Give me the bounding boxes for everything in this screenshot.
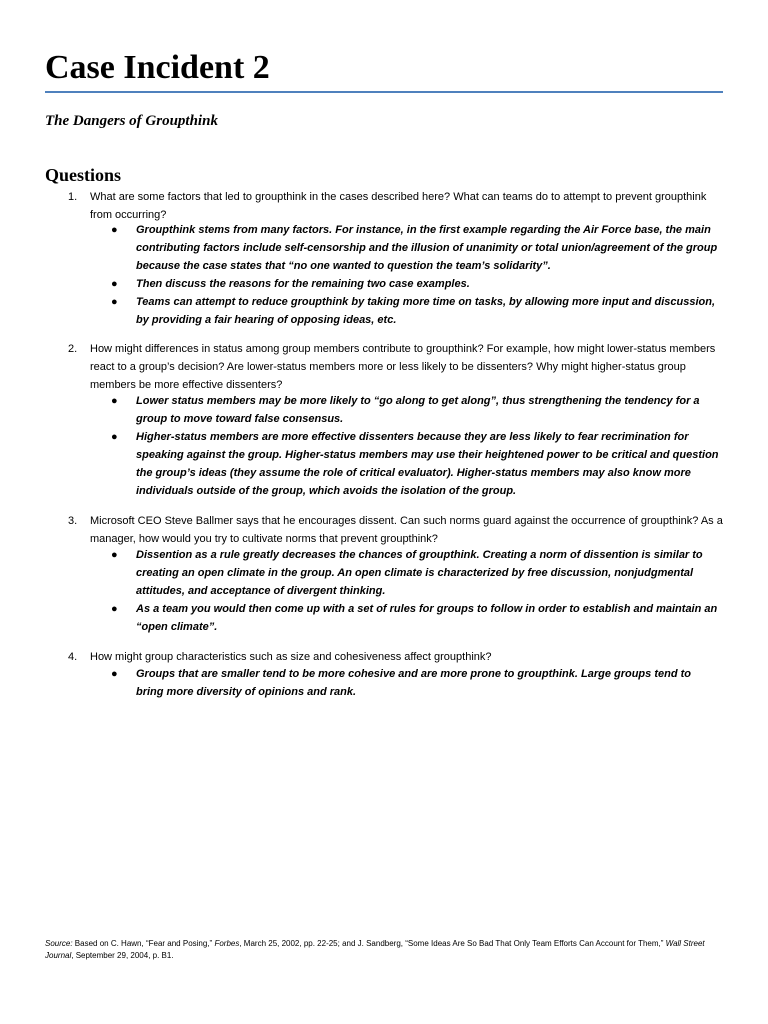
answer-text: Groups that are smaller tend to be more cohesive and are more prone to groupthink. Large groups tend to bring more diversity of opinions and rank.: [136, 668, 691, 698]
answer-text: Higher-status members are more effective dissenters because they are less likely to fear recrimination for speaking against the group. Higher-status members may use their heightened power to be critical and question the group’s ideas (they assume the role of critical evaluator). Higher-status members may also know more individuals outside of the group, which avoids the isolation of the group.: [136, 431, 719, 497]
answer-item: [90, 392, 720, 428]
questions-heading: Questions: [45, 165, 122, 185]
question-number: 1.: [68, 191, 78, 203]
answer-item: [90, 428, 720, 500]
question-number: 2.: [68, 343, 78, 355]
source-text-3: , September 29, 2004, p. B1.: [71, 951, 174, 960]
answer-text: As a team you would then come up with a set of rules for groups to follow in order to establish and maintain an “open climate”.: [136, 603, 718, 633]
answer-item: [90, 293, 720, 329]
title-divider: [45, 91, 723, 93]
answer-item: [90, 546, 720, 600]
answer-item: [90, 665, 720, 701]
answer-list: [90, 665, 720, 701]
answer-list: [90, 546, 720, 636]
page-title: Case Incident 2: [45, 49, 270, 86]
source-publication-wsj: Wall Street Journal: [45, 939, 705, 960]
answer-text: Teams can attempt to reduce groupthink by taking more time on tasks, by allowing more input and discussion, by providing a fair hearing of opposing ideas, etc.: [136, 296, 716, 326]
question-number: 3.: [68, 515, 78, 527]
bullet-icon: ●: [111, 549, 118, 561]
answer-item: [90, 275, 720, 293]
source-citation: [45, 938, 725, 962]
question-text: How might group characteristics such as size and cohesiveness affect groupthink?: [90, 651, 492, 663]
answer-text: Groupthink stems from many factors. For instance, in the first example regarding the Air Force base, the main contributing factors include self-censorship and the illusion of unanimity or total union/agreement of the group because the case states that “no one wanted to question the team’s solidarity”.: [136, 224, 718, 272]
bullet-icon: ●: [111, 395, 118, 407]
bullet-icon: ●: [111, 296, 118, 308]
bullet-icon: ●: [111, 224, 118, 236]
answer-list: [90, 392, 720, 500]
question-text: How might differences in status among group members contribute to groupthink? For example, how might lower-status members react to a group’s decision? Are lower-status members more or less likely to be dissenters? Why might higher-status group members be more effective dissenters?: [90, 343, 716, 391]
bullet-icon: ●: [111, 668, 118, 680]
source-publication-forbes: Forbes: [214, 939, 240, 948]
answer-text: Dissention as a rule greatly decreases the chances of groupthink. Creating a norm of dissention is similar to creating an open climate in the group. An open climate is characterized by free discussion, nonjudgmental attitudes, and acceptance of divergent thinking.: [136, 549, 703, 597]
answer-item: [90, 221, 720, 275]
question-text: Microsoft CEO Steve Ballmer says that he encourages dissent. Can such norms guard against the occurrence of groupthink? As a manager, how would you try to cultivate norms that prevent groupthink?: [90, 515, 723, 545]
question-number: 4.: [68, 651, 78, 663]
bullet-icon: ●: [111, 278, 118, 290]
answer-list: [90, 221, 720, 329]
answer-text: Then discuss the reasons for the remaining two case examples.: [136, 278, 470, 290]
source-text-1: Based on C. Hawn, “Fear and Posing,”: [72, 939, 215, 948]
answer-item: [90, 600, 720, 636]
source-label: Source:: [45, 939, 73, 948]
case-subtitle: The Dangers of Groupthink: [45, 113, 218, 129]
answer-text: Lower status members may be more likely to “go along to get along”, thus strengthening the tendency for a group to move toward false consensus.: [136, 395, 700, 425]
source-text-2: , March 25, 2002, pp. 22-25; and J. Sandberg, “Some Ideas Are So Bad That Only Team Efforts Can Account for Them,”: [239, 939, 666, 948]
bullet-icon: ●: [111, 603, 118, 615]
bullet-icon: ●: [111, 431, 118, 443]
question-text: What are some factors that led to groupthink in the cases described here? What can teams do to attempt to prevent groupthink from occurring?: [90, 191, 707, 221]
